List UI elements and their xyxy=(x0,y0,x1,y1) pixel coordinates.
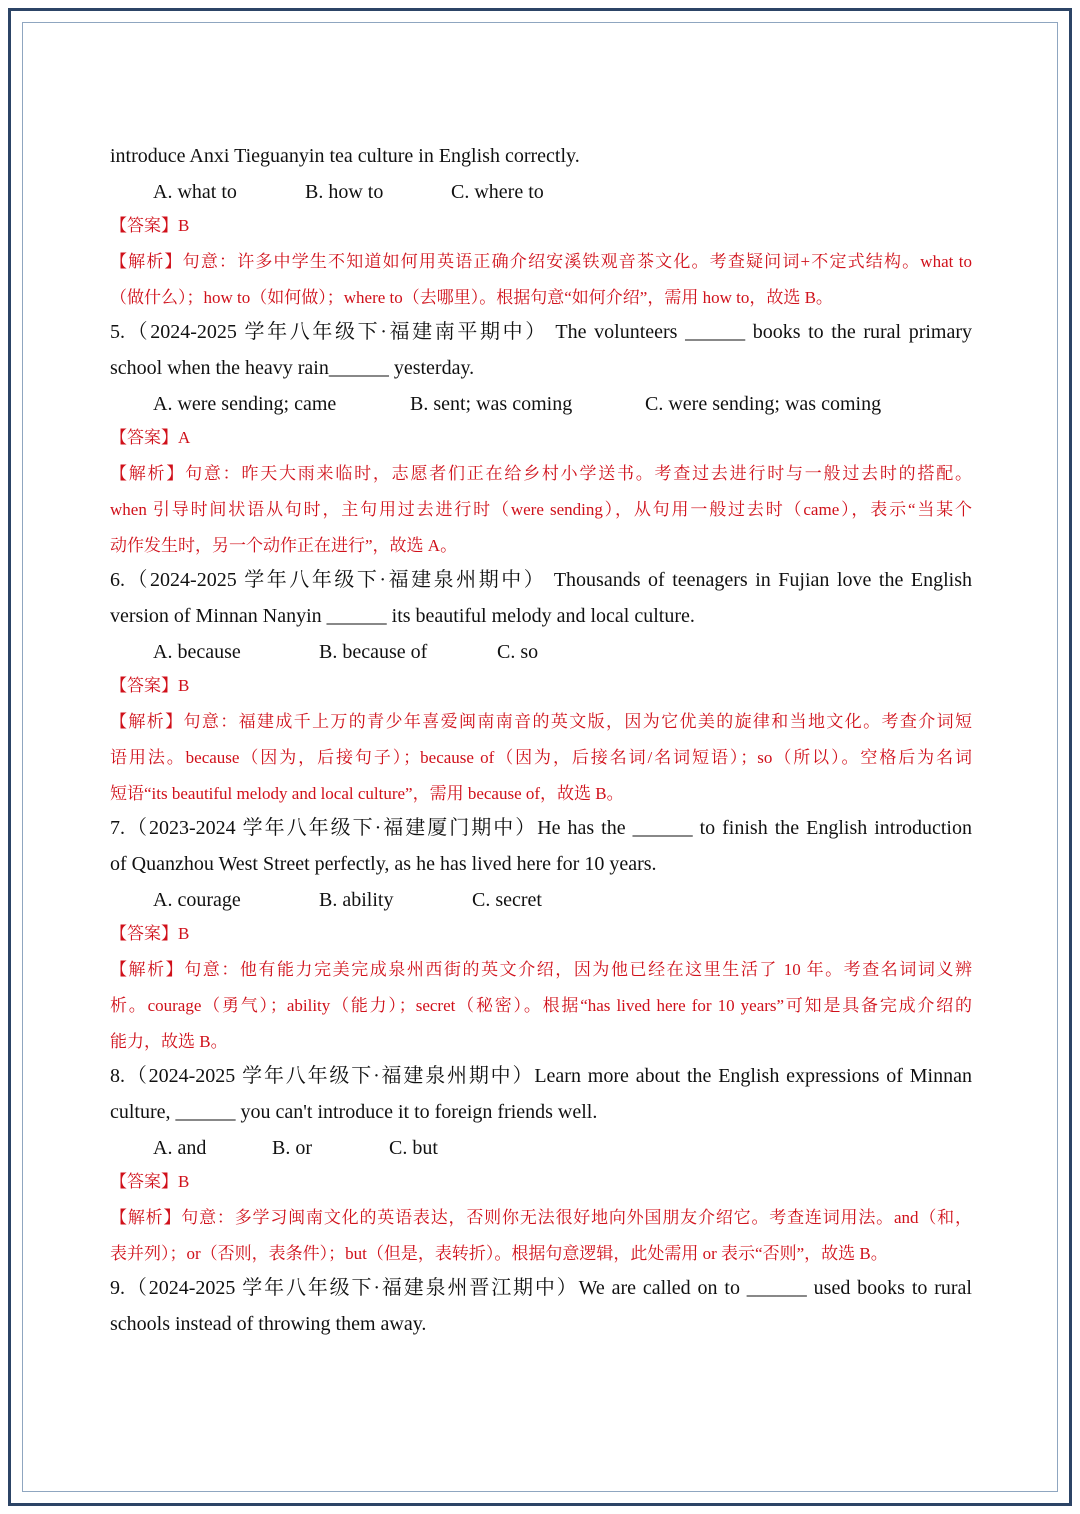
option-b: B. or xyxy=(272,1137,312,1159)
analysis-line: when 引导时间状语从句时，主句用过去进行时（were sending），从句用一般过去时（came），表示“当某个 xyxy=(110,500,972,519)
analysis-line: 能力，故选 B。 xyxy=(110,1032,228,1051)
question-stem-line: version of Minnan Nanyin ______ its beautiful melody and local culture. xyxy=(110,605,695,627)
option-a: A. because xyxy=(153,641,241,663)
option-a: A. what to xyxy=(153,181,237,203)
option-a: A. courage xyxy=(153,889,241,911)
analysis-line: 【解析】句意：许多中学生不知道如何用英语正确介绍安溪铁观音茶文化。考查疑问词+不定式结构。what to xyxy=(110,252,972,271)
question-stem-line: school when the heavy rain______ yesterday. xyxy=(110,357,475,379)
option-a: A. were sending; came xyxy=(153,393,337,415)
question-stem-line: 5.（2024-2025 学年八年级下·福建南平期中） The volunteers ______ books to the rural primary xyxy=(110,321,972,343)
option-b: B. how to xyxy=(305,181,384,203)
analysis-line: 析。courage（勇气）；ability（能力）；secret（秘密）。根据“has lived here for 10 years”可知是具备完成介绍的 xyxy=(110,996,972,1015)
question-stem-line: of Quanzhou West Street perfectly, as he has lived here for 10 years. xyxy=(110,853,657,875)
answer-line: 【答案】B xyxy=(110,676,190,695)
option-c: C. so xyxy=(497,641,539,663)
question-7 xyxy=(110,812,972,1060)
option-b: B. ability xyxy=(319,889,394,911)
options-row xyxy=(110,636,972,670)
answer-line: 【答案】B xyxy=(110,216,190,235)
option-c: C. secret xyxy=(472,889,542,911)
option-a: A. and xyxy=(153,1137,207,1159)
answer-line: 【答案】B xyxy=(110,1172,190,1191)
question-8 xyxy=(110,1060,972,1272)
analysis-line: 短语“its beautiful melody and local culture”，需用 because of，故选 B。 xyxy=(110,784,624,803)
option-c: C. were sending; was coming xyxy=(645,393,882,415)
question-stem-line: 8.（2024-2025 学年八年级下·福建泉州期中）Learn more about the English expressions of Minnan xyxy=(110,1065,972,1087)
analysis-line: 【解析】句意：多学习闽南文化的英语表达，否则你无法很好地向外国朋友介绍它。考查连词用法。and（和， xyxy=(110,1208,972,1227)
worksheet-content xyxy=(110,140,972,1344)
option-b: B. because of xyxy=(319,641,428,663)
question-stem-line: schools instead of throwing them away. xyxy=(110,1313,427,1335)
answer-line: 【答案】A xyxy=(110,428,191,447)
option-c: C. but xyxy=(389,1137,438,1159)
options-row xyxy=(110,1132,972,1166)
question-stem-line: culture, ______ you can't introduce it to foreign friends well. xyxy=(110,1101,598,1123)
analysis-line: 【解析】句意：福建成千上万的青少年喜爱闽南南音的英文版，因为它优美的旋律和当地文化。考查介词短 xyxy=(110,712,972,731)
question-5 xyxy=(110,316,972,564)
question-6 xyxy=(110,564,972,812)
question-stem-line: 7.（2023-2024 学年八年级下·福建厦门期中）He has the ______ to finish the English introduction xyxy=(110,817,972,839)
option-c: C. where to xyxy=(451,181,544,203)
option-b: B. sent; was coming xyxy=(410,393,573,415)
analysis-line: 动作发生时，另一个动作正在进行”，故选 A。 xyxy=(110,536,458,555)
question-stem-line: 6.（2024-2025 学年八年级下·福建泉州期中） Thousands of teenagers in Fujian love the English xyxy=(110,569,972,591)
analysis-line: 语用法。because（因为，后接句子）；because of（因为，后接名词/名词短语）；so（所以）。空格后为名词 xyxy=(110,748,972,767)
analysis-line: 表并列）；or（否则，表条件）；but（但是，表转折）。根据句意逻辑，此处需用 or 表示“否则”，故选 B。 xyxy=(110,1244,888,1263)
options-row xyxy=(110,884,972,918)
answer-line: 【答案】B xyxy=(110,924,190,943)
options-row xyxy=(110,388,972,422)
options-row xyxy=(110,176,972,210)
question-stem-line: 9.（2024-2025 学年八年级下·福建泉州晋江期中）We are called on to ______ used books to rural xyxy=(110,1277,972,1299)
analysis-line: （做什么）；how to（如何做）；where to（去哪里）。根据句意“如何介绍”，需用 how to，故选 B。 xyxy=(110,288,833,307)
analysis-line: 【解析】句意：他有能力完美完成泉州西街的英文介绍，因为他已经在这里生活了 10 年。考查名词词义辨 xyxy=(110,960,972,979)
question-9 xyxy=(110,1272,972,1344)
question-stem-line: introduce Anxi Tieguanyin tea culture in English correctly. xyxy=(110,145,580,167)
analysis-line: 【解析】句意：昨天大雨来临时，志愿者们正在给乡村小学送书。考查过去进行时与一般过去时的搭配。 xyxy=(110,464,972,483)
question-4 xyxy=(110,140,972,316)
